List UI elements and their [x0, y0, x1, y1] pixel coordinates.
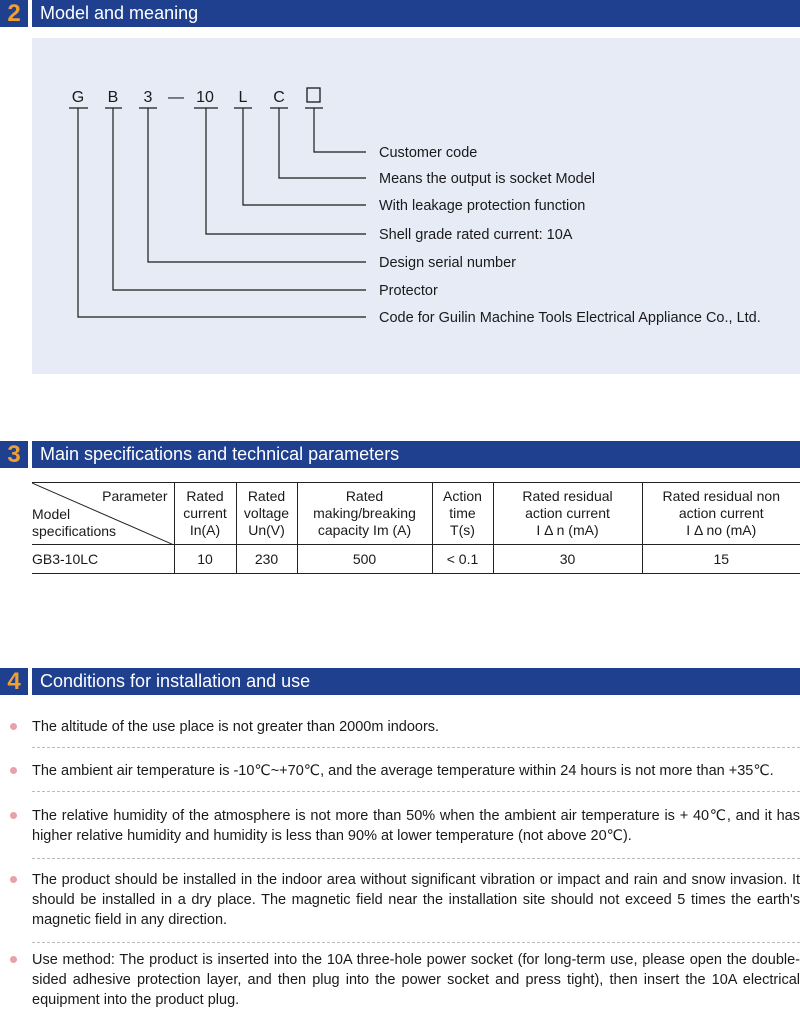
meaning-rated-current: Shell grade rated current: 10A: [379, 227, 573, 243]
section-number: 2: [0, 0, 28, 27]
divider: [32, 858, 800, 859]
meaning-leakage-protection: With leakage protection function: [379, 198, 586, 214]
cell-residual-non-action: 15: [642, 545, 800, 574]
section-2-header: [0, 0, 800, 27]
code-char-3: 3: [143, 89, 153, 106]
header-making-breaking: Rated making/breaking capacity Im (A): [297, 483, 432, 545]
table-corner-cell: [32, 483, 174, 545]
header-residual-non-action: Rated residual non action current I Δ no (mA): [642, 483, 800, 545]
bullet-icon: [10, 812, 17, 819]
meaning-protector: Protector: [379, 283, 438, 299]
code-char-dash: —: [168, 89, 184, 106]
header-residual-action: Rated residual action current I Δ n (mA): [493, 483, 642, 545]
condition-installation: The product should be installed in the indoor area without significant vibration or impact and rain and snow invasion. It should be installed in a dry place. The magnetic field near the installation site should not exceed 5 times the earth's magnetic field in any direction.: [32, 872, 800, 928]
spec-table: [32, 482, 800, 574]
table-row: [32, 545, 800, 574]
meaning-company-code: Code for Guilin Machine Tools Electrical Appliance Co., Ltd.: [379, 310, 761, 326]
bullet-icon: [10, 876, 17, 883]
cell-rated-voltage: 230: [236, 545, 297, 574]
code-char-l: L: [238, 89, 248, 106]
cell-rated-current: 10: [174, 545, 236, 574]
header-rated-voltage: Rated voltage Un(V): [236, 483, 297, 545]
section-title: Model and meaning: [32, 0, 800, 27]
meaning-customer-code: Customer code: [379, 145, 478, 161]
cell-residual-action: 30: [493, 545, 642, 574]
table-header-row: [32, 483, 800, 545]
meaning-socket-model: Means the output is socket Model: [379, 171, 596, 187]
divider: [32, 942, 800, 943]
section-title: Conditions for installation and use: [32, 668, 800, 695]
condition-humidity: The relative humidity of the atmosphere is not more than 50% when the ambient air temperature is + 40℃, and it has higher relative humidity and humidity is less than 90% at lower temperature (not above 20℃).: [32, 808, 800, 844]
code-char-10: 10: [196, 89, 214, 106]
code-char-b: B: [107, 89, 119, 106]
code-char-c: C: [273, 89, 285, 106]
section-number: 3: [0, 441, 28, 468]
meaning-design-serial: Design serial number: [379, 255, 517, 271]
customer-code-box-icon: [307, 88, 320, 102]
header-action-time: Action time T(s): [432, 483, 493, 545]
model-meaning-panel: [32, 38, 800, 374]
section-number: 4: [0, 668, 28, 695]
divider: [32, 747, 800, 748]
code-char-g: G: [71, 89, 85, 106]
section-4-header: [0, 668, 800, 695]
cell-action-time: < 0.1: [432, 545, 493, 574]
divider: [32, 791, 800, 792]
model-code-diagram: [32, 38, 800, 374]
corner-model-label: Model specifications: [32, 506, 117, 539]
condition-use-method: Use method: The product is inserted into the 10A three-hole power socket (for long-term use, please open the double-sided adhesive protection layer, and then plug into the power socket and press tight), then insert the 10A electrical equipment into the product plug.: [32, 952, 800, 1008]
condition-temperature: The ambient air temperature is -10℃~+70℃, and the average temperature within 24 hours is not more than +35℃.: [32, 763, 774, 779]
bullet-icon: [10, 723, 17, 730]
cell-making-breaking: 500: [297, 545, 432, 574]
bullet-icon: [10, 767, 17, 774]
section-3-header: [0, 441, 800, 468]
header-rated-current: Rated current In(A): [174, 483, 236, 545]
section-title: Main specifications and technical parameters: [32, 441, 800, 468]
condition-altitude: The altitude of the use place is not greater than 2000m indoors.: [32, 719, 440, 735]
bullet-icon: [10, 956, 17, 963]
corner-parameter-label: Parameter: [102, 488, 168, 504]
cell-model: GB3-10LC: [32, 545, 174, 574]
